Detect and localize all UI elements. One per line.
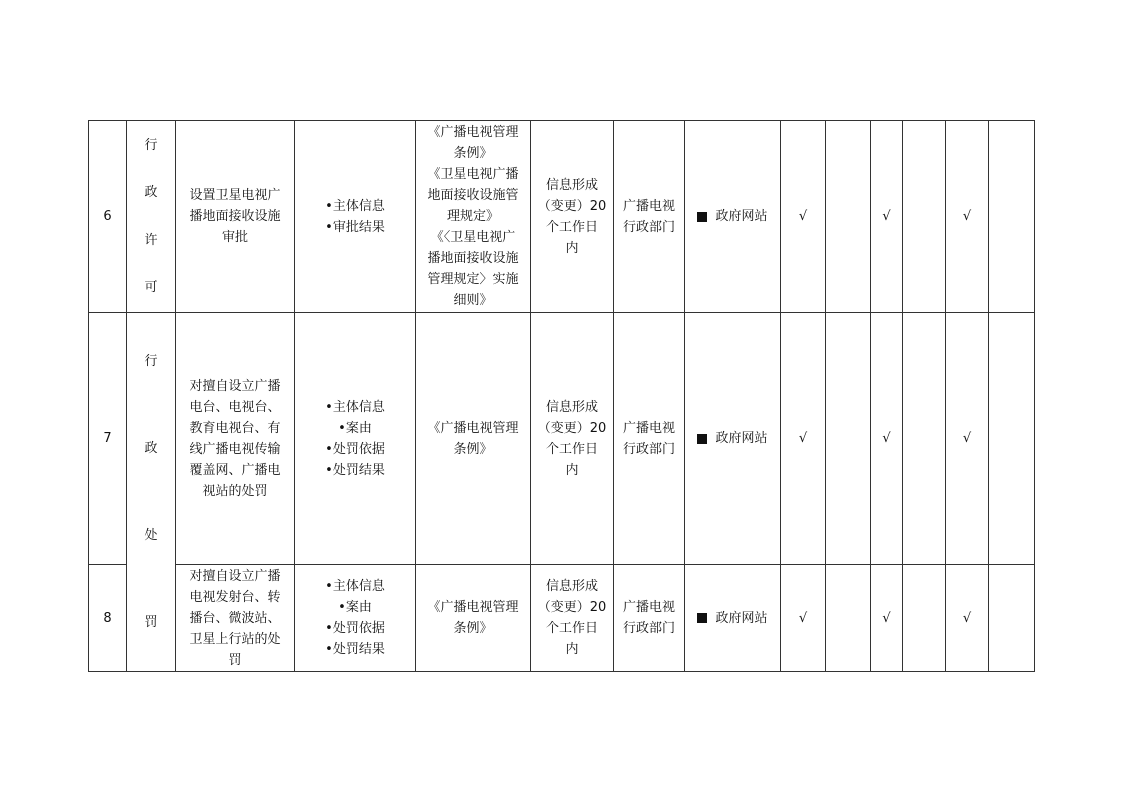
category-char: 处 — [144, 528, 158, 543]
disclosure-content: •主体信息 •案由 •处罚依据 •处罚结果 — [295, 565, 416, 672]
responsible-dept: 广播电视 行政部门 — [614, 121, 685, 313]
check-mark: √ — [871, 121, 903, 313]
row-number: 8 — [89, 565, 127, 672]
category-char: 政 — [144, 185, 158, 201]
category-char: 行 — [144, 137, 158, 153]
row-number: 7 — [89, 313, 127, 565]
check-mark: √ — [781, 313, 826, 565]
category-char: 行 — [144, 354, 158, 369]
check-empty — [989, 121, 1035, 313]
disclosure-table — [88, 120, 1035, 672]
table-row — [89, 121, 1035, 313]
check-mark: √ — [871, 313, 903, 565]
check-empty — [903, 565, 946, 672]
legal-basis: 《广播电视管理 条例》 — [416, 313, 531, 565]
responsible-dept: 广播电视 行政部门 — [614, 313, 685, 565]
check-empty — [903, 121, 946, 313]
disclosure-content: •主体信息 •案由 •处罚依据 •处罚结果 — [295, 313, 416, 565]
legal-basis: 《广播电视管理 条例》 《卫星电视广播 地面接收设施管 理规定》 《〈卫星电视广 播地面接收设施 管理规定〉实施 细则》 — [416, 121, 531, 313]
category-char: 可 — [144, 280, 158, 296]
check-empty — [826, 313, 871, 565]
check-mark: √ — [871, 565, 903, 672]
checkbox-filled-icon — [697, 212, 707, 222]
disclosure-content: •主体信息 •审批结果 — [295, 121, 416, 313]
disclosure-channel: 政府网站 — [685, 565, 781, 672]
category-cell — [127, 313, 176, 672]
check-mark: √ — [946, 121, 989, 313]
table-row — [89, 313, 1035, 565]
disclosure-channel: 政府网站 — [685, 121, 781, 313]
check-mark: √ — [946, 313, 989, 565]
check-mark: √ — [781, 565, 826, 672]
check-mark: √ — [946, 565, 989, 672]
checkbox-filled-icon — [697, 434, 707, 444]
disclosure-time: 信息形成 （变更）20 个工作日 内 — [531, 565, 614, 672]
check-empty — [826, 121, 871, 313]
disclosure-time: 信息形成 （变更）20 个工作日 内 — [531, 121, 614, 313]
check-empty — [989, 565, 1035, 672]
legal-basis: 《广播电视管理 条例》 — [416, 565, 531, 672]
category-char: 罚 — [144, 615, 158, 630]
check-mark: √ — [781, 121, 826, 313]
table-row — [89, 565, 1035, 672]
item-name: 对擅自设立广播 电台、电视台、 教育电视台、有 线广播电视传输 覆盖网、广播电 视站的处罚 — [176, 313, 295, 565]
category-char: 政 — [144, 441, 158, 456]
disclosure-time: 信息形成 （变更）20 个工作日 内 — [531, 313, 614, 565]
responsible-dept: 广播电视 行政部门 — [614, 565, 685, 672]
row-number: 6 — [89, 121, 127, 313]
checkbox-filled-icon — [697, 613, 707, 623]
item-name: 对擅自设立广播 电视发射台、转 播台、微波站、 卫星上行站的处 罚 — [176, 565, 295, 672]
check-empty — [826, 565, 871, 672]
check-empty — [989, 313, 1035, 565]
category-char: 许 — [144, 232, 158, 248]
check-empty — [903, 313, 946, 565]
category-cell — [127, 121, 176, 313]
disclosure-channel: 政府网站 — [685, 313, 781, 565]
item-name: 设置卫星电视广 播地面接收设施 审批 — [176, 121, 295, 313]
